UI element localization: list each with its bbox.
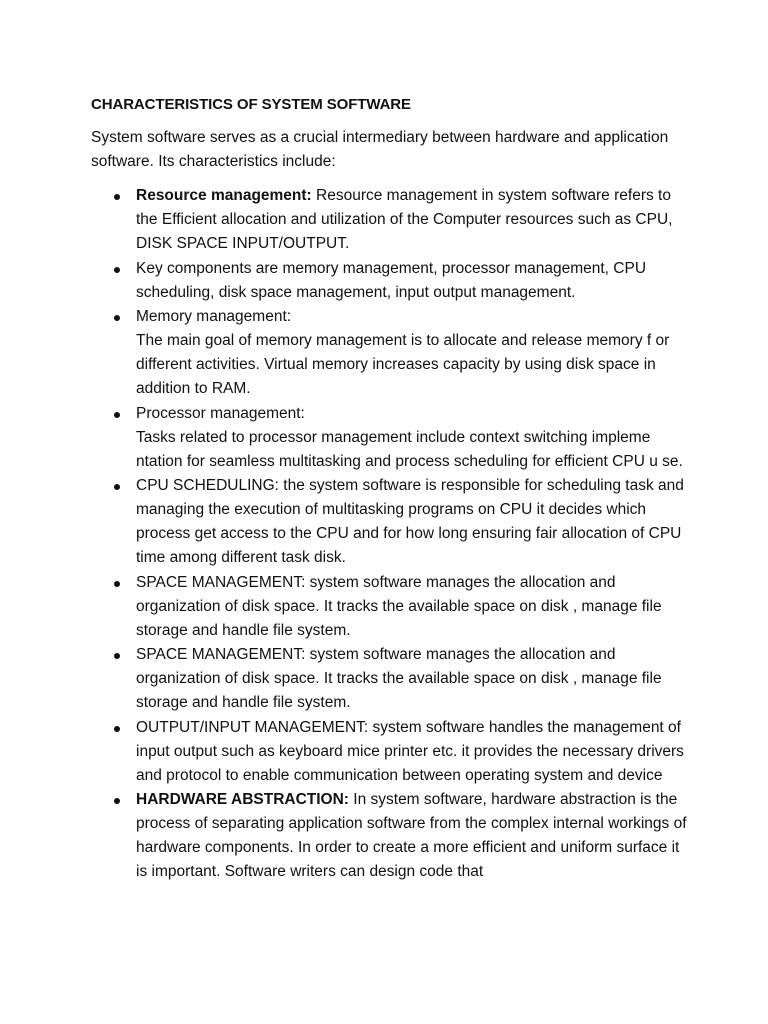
bullet-icon (114, 412, 120, 418)
list-item-body: Tasks related to processor management include context switching impleme ntation for seamless multitasking and process scheduling for efficient CPU u se. (136, 428, 683, 470)
list-item-body: The main goal of memory management is to allocate and release memory f or different activities. Virtual memory increases capacity by using disk space in addition to RAM. (136, 332, 670, 397)
document-heading: CHARACTERISTICS OF SYSTEM SOFTWARE (91, 96, 411, 113)
list-item-space-management-2 (91, 643, 691, 715)
list-item-body: SPACE MANAGEMENT: system software manages the allocation and organization of disk space. It tracks the available space on disk , manage file storage and handle file system. (136, 646, 662, 711)
list-item-output-input-management (91, 716, 691, 788)
list-item-title: Processor management: (136, 404, 305, 422)
list-item-resource-management (91, 184, 691, 256)
bullet-icon (114, 315, 120, 321)
document-intro: System software serves as a crucial intermediary between hardware and application software. Its characteristics include: (91, 129, 669, 170)
list-item-bold-label: Resource management: (136, 187, 312, 204)
list-item-title: Memory management: (136, 308, 292, 325)
bullet-icon (114, 726, 120, 732)
list-item-bold-label: HARDWARE ABSTRACTION: (136, 791, 349, 808)
list-item-text (136, 788, 691, 884)
list-item-body: Key components are memory management, processor management, CPU scheduling, disk space management, input output management. (136, 259, 647, 301)
list-item-text (136, 184, 691, 256)
list-item-body: Resource management in system software refers to the Efficient allocation and utilization of the Computer resources such as CPU, DISK SPACE INPUT/OUTPUT. (136, 187, 673, 252)
list-item-space-management-1 (91, 571, 691, 643)
list-item-hardware-abstraction (91, 788, 691, 884)
characteristics-list (91, 184, 691, 884)
bullet-icon (114, 581, 120, 587)
list-item-body: In system software, hardware abstraction is the process of separating application software from the complex internal workings of hardware components. In order to create a more efficient and uniform surface it is important. Software writers can design code that (136, 791, 687, 880)
list-item-cpu-scheduling (91, 474, 691, 570)
bullet-icon (114, 798, 120, 804)
bullet-icon (114, 267, 120, 273)
list-item-body: CPU SCHEDULING: the system software is responsible for scheduling task and managing the execution of multitasking programs on CPU it decides which process get access to the CPU and for how long ensuring fair allocation of CPU time among different task disk. (136, 477, 684, 566)
list-item-processor-management (91, 402, 691, 474)
list-item-body: OUTPUT/INPUT MANAGEMENT: system software handles the management of input output such as keyboard mice printer etc. it provides the necessary drivers and protocol to enable communication between operating system and device (136, 718, 684, 784)
bullet-icon (114, 484, 120, 490)
list-item-body: SPACE MANAGEMENT: system software manages the allocation and organization of disk space. It tracks the available space on disk , manage file storage and handle file system. (136, 573, 662, 639)
list-item-memory-management (91, 305, 691, 401)
bullet-icon (114, 194, 120, 200)
bullet-icon (114, 653, 120, 659)
list-item-key-components (91, 257, 691, 305)
document-content (91, 94, 691, 885)
